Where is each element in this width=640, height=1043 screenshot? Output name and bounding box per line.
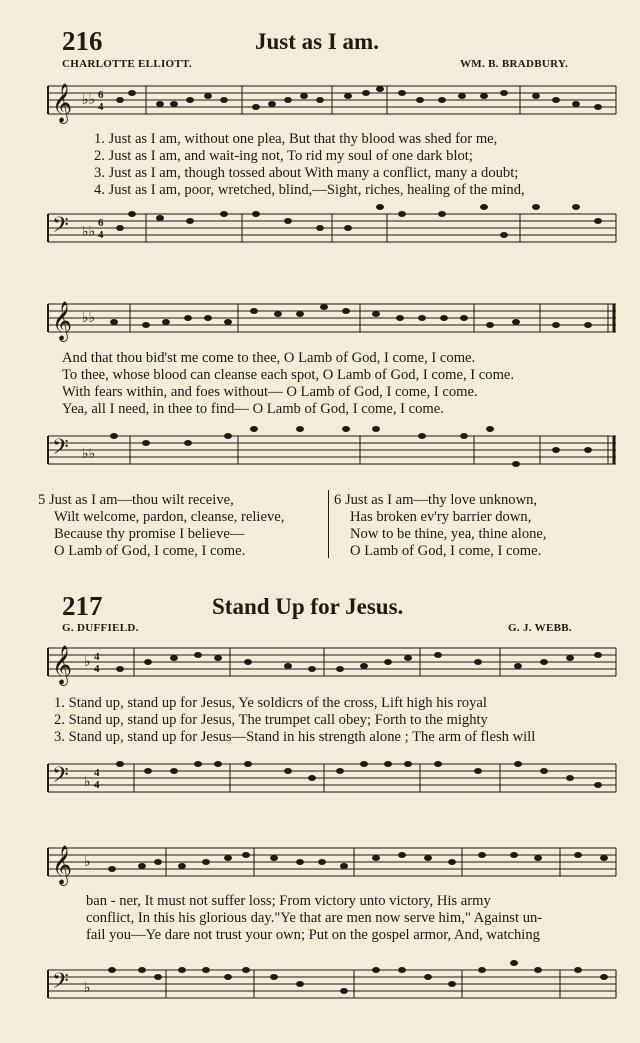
svg-text:4: 4 (94, 767, 100, 779)
verse-line: 3. Stand up, stand up for Jesus—Stand in his strength alone ; The arm of flesh will (54, 729, 536, 745)
svg-text:𝄞: 𝄞 (52, 303, 73, 340)
verse-line: Yea, all I need, in thee to find— O Lamb of God, I come, I come. (62, 401, 444, 417)
svg-text:𝄢: 𝄢 (52, 213, 69, 242)
verse-6-line: Now to be thine, yea, thine alone, (350, 526, 547, 542)
hymn-title: Stand Up for Jesus. (212, 594, 404, 619)
verse-5-line: 5 Just as I am—thou wilt receive, (38, 492, 234, 508)
svg-text:𝄢: 𝄢 (52, 969, 69, 998)
svg-text:♭♭: ♭♭ (82, 311, 96, 326)
verse-divider (328, 490, 329, 558)
composer-credit: WM. B. BRADBURY. (460, 58, 569, 70)
music-staff-treble (42, 292, 622, 342)
svg-text:♭: ♭ (84, 775, 91, 790)
svg-text:𝄞: 𝄞 (52, 647, 73, 684)
author-credit: CHARLOTTE ELLIOTT. (62, 58, 192, 70)
svg-text:4: 4 (98, 101, 104, 113)
verse-line: 2. Stand up, stand up for Jesus, The trumpet call obey; Forth to the mighty (54, 712, 488, 728)
author-credit: G. DUFFIELD. (62, 622, 139, 634)
svg-text:𝄢: 𝄢 (52, 435, 69, 464)
svg-text:♭♭: ♭♭ (82, 225, 96, 240)
music-staff-bass (42, 422, 622, 480)
verse-5-line: Wilt welcome, pardon, cleanse, relieve, (54, 509, 285, 525)
svg-text:♭♭: ♭♭ (82, 93, 96, 108)
svg-text:♭: ♭ (84, 855, 91, 870)
svg-text:𝄢: 𝄢 (52, 763, 69, 792)
verse-6-line: 6 Just as I am—thy love unknown, (334, 492, 538, 508)
verse-line: 1. Stand up, stand up for Jesus, Ye soldicrs of the cross, Lift high his royal (54, 695, 487, 711)
music-staff-bass (42, 750, 622, 810)
svg-text:♭: ♭ (84, 655, 91, 670)
verse-line: fail you—Ye dare not trust your own; Put on the gospel armor, And, watching (86, 927, 540, 943)
hymn-title: Just as I am. (255, 29, 379, 54)
verse-line: 1. Just as I am, without one plea, But that thy blood was shed for me, (94, 131, 498, 147)
svg-text:♭: ♭ (84, 981, 91, 996)
verse-6-line: O Lamb of God, I come, I come. (350, 543, 542, 559)
verse-6-line: Has broken ev'ry barrier down, (350, 509, 532, 525)
verse-line: To thee, whose blood can cleanse each spot, O Lamb of God, I come, I come. (62, 367, 515, 383)
verse-5-line: O Lamb of God, I come, I come. (54, 543, 246, 559)
hymn-number: 217 (62, 591, 103, 621)
music-staff-treble (42, 836, 622, 886)
verse-line: 4. Just as I am, poor, wretched, blind,—Sight, riches, healing of the mind, (94, 182, 525, 198)
music-staff-bass (42, 200, 622, 256)
svg-text:𝄞: 𝄞 (52, 847, 73, 884)
svg-text:6: 6 (98, 89, 104, 101)
verse-line: And that thou bid'st me come to thee, O Lamb of God, I come, I come. (62, 350, 476, 366)
music-staff-treble (42, 636, 622, 686)
svg-text:4: 4 (94, 663, 100, 675)
verse-5-line: Because thy promise I believe— (54, 526, 245, 542)
svg-text:𝄞: 𝄞 (52, 85, 73, 122)
verse-line: ban - ner, It must not suffer loss; From victory unto victory, His army (86, 893, 491, 909)
svg-text:6: 6 (98, 217, 104, 229)
verse-line: conflict, In this his glorious day."Ye that are men now serve him," Against un- (86, 910, 543, 926)
verse-line: With fears within, and foes without— O Lamb of God, I come, I come. (62, 384, 478, 400)
music-staff-bass (42, 956, 622, 1018)
music-staff-treble (42, 74, 622, 124)
hymn-number: 216 (62, 26, 103, 56)
svg-text:4: 4 (94, 779, 100, 791)
verse-line: 2. Just as I am, and wait-ing not, To rid my soul of one dark blot; (94, 148, 473, 164)
svg-text:4: 4 (98, 229, 104, 241)
verse-line: 3. Just as I am, though tossed about With many a conflict, many a doubt; (94, 165, 519, 181)
svg-text:♭♭: ♭♭ (82, 447, 96, 462)
svg-text:4: 4 (94, 651, 100, 663)
composer-credit: G. J. WEBB. (508, 622, 572, 634)
